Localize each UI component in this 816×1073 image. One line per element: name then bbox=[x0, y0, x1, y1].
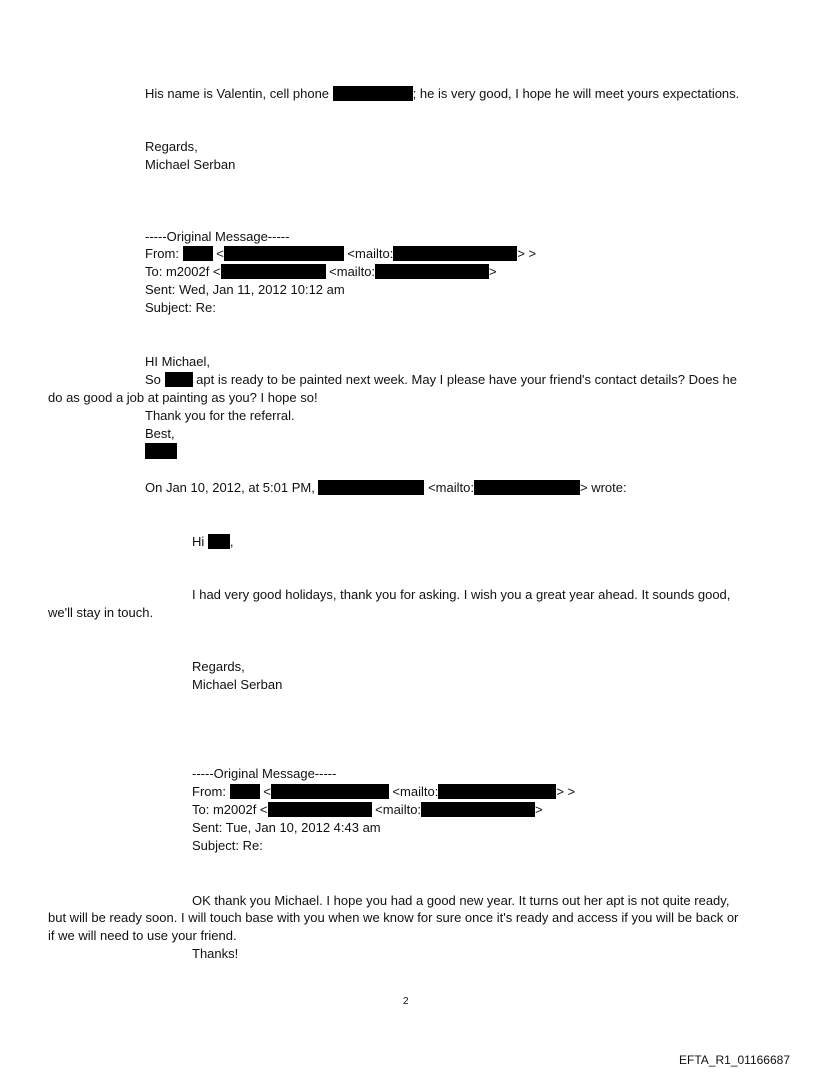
regards-2: Regards, bbox=[192, 659, 245, 674]
from-line-2: From: < <mailto: > > bbox=[192, 784, 576, 799]
thanks-referral: Thank you for the referral. bbox=[145, 408, 295, 423]
ok-line-3: if we will need to use your friend. bbox=[48, 928, 237, 943]
redaction-box bbox=[221, 264, 326, 279]
best-line: Best, bbox=[145, 426, 175, 441]
redaction-box bbox=[474, 480, 580, 495]
holidays-line-continued: we'll stay in touch. bbox=[48, 605, 154, 620]
original-message-header-2: -----Original Message----- bbox=[192, 766, 337, 781]
redaction-box bbox=[318, 480, 424, 495]
bates-number: EFTA_R1_01166687 bbox=[679, 1053, 790, 1067]
subject-line-1: Subject: Re: bbox=[145, 300, 216, 315]
redaction-box bbox=[333, 86, 413, 101]
hi-line: Hi , bbox=[192, 534, 234, 549]
to-line-2: To: m2002f < <mailto: > bbox=[192, 802, 543, 817]
redaction-box bbox=[224, 246, 344, 261]
sent-line-2: Sent: Tue, Jan 10, 2012 4:43 am bbox=[192, 820, 381, 835]
from-line-1: From: < <mailto: > > bbox=[145, 246, 537, 261]
valentin-line: His name is Valentin, cell phone ; he is very good, I hope he will meet yours expectations. bbox=[145, 86, 740, 101]
redaction-box bbox=[183, 246, 213, 261]
holidays-line: I had very good holidays, thank you for asking. I wish you a great year ahead. It sounds good, bbox=[192, 587, 731, 602]
redaction-box bbox=[421, 802, 535, 817]
sent-line-1: Sent: Wed, Jan 11, 2012 10:12 am bbox=[145, 282, 345, 297]
redaction-box bbox=[375, 264, 489, 279]
redaction-box bbox=[271, 784, 389, 799]
ok-line-1: OK thank you Michael. I hope you had a good new year. It turns out her apt is not quite ready, bbox=[192, 893, 730, 908]
regards-1: Regards, bbox=[145, 139, 198, 154]
wrote-line: On Jan 10, 2012, at 5:01 PM, <mailto: > wrote: bbox=[145, 480, 627, 495]
redaction-box bbox=[230, 784, 260, 799]
redaction-box bbox=[268, 802, 372, 817]
signature-2: Michael Serban bbox=[192, 677, 283, 692]
redaction-box bbox=[145, 443, 177, 459]
thanks-line: Thanks! bbox=[192, 946, 239, 961]
page-number: 2 bbox=[403, 996, 409, 1007]
signature-redacted bbox=[145, 443, 177, 460]
original-message-header-1: -----Original Message----- bbox=[145, 229, 290, 244]
redaction-box bbox=[208, 534, 230, 549]
redaction-box bbox=[393, 246, 517, 261]
ok-line-2: but will be ready soon. I will touch base with you when we know for sure once it's ready and access if you will be back or bbox=[48, 910, 739, 925]
greeting-michael: HI Michael, bbox=[145, 354, 211, 369]
subject-line-2: Subject: Re: bbox=[192, 838, 263, 853]
so-line: So apt is ready to be painted next week. May I please have your friend's contact details? Does he bbox=[145, 372, 738, 387]
to-line-1: To: m2002f < <mailto: > bbox=[145, 264, 497, 279]
so-line-continued: do as good a job at painting as you? I hope so! bbox=[48, 390, 318, 405]
redaction-box bbox=[438, 784, 556, 799]
redaction-box bbox=[165, 372, 193, 387]
signature-1: Michael Serban bbox=[145, 157, 236, 172]
